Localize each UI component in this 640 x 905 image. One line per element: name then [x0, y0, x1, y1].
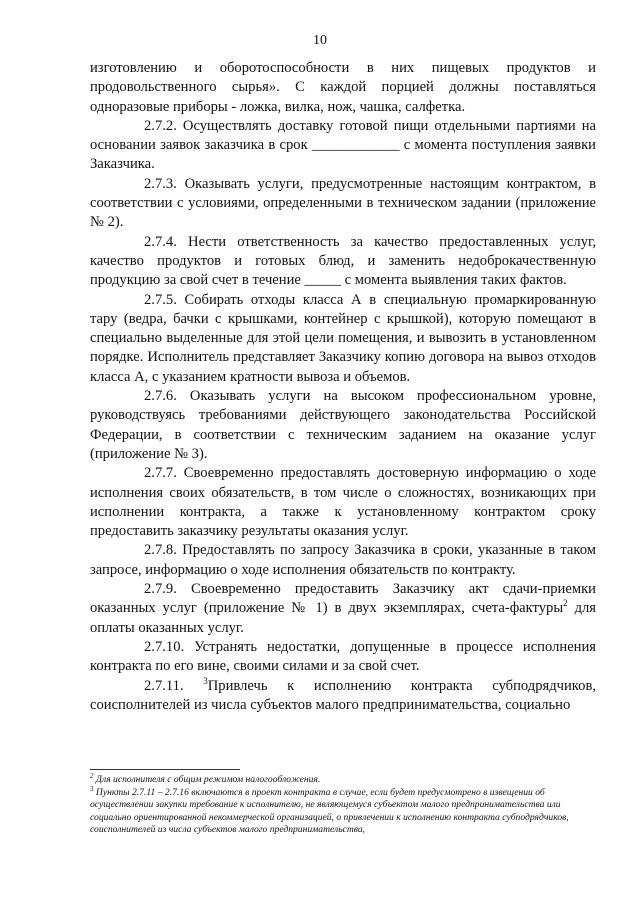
- clause-2-7-4: [90, 233, 596, 291]
- document-body: [90, 59, 596, 715]
- clause-number: 2.7.6.: [144, 388, 177, 405]
- clause-2-7-11: [90, 677, 596, 716]
- clause-2-7-6: [90, 387, 596, 464]
- clause-number: 2.7.8.: [144, 542, 177, 559]
- clause-number: 2.7.5.: [144, 291, 177, 308]
- footnote-ref: 2: [563, 598, 568, 609]
- clause-number: 2.7.7.: [144, 465, 177, 482]
- footnote-ref: 3: [203, 675, 208, 686]
- footnote-text: Для исполнителя с общим режимом налогообложения.: [95, 774, 321, 785]
- clause-text: Нести ответственность за качество предоставленных услуг, качество продуктов и готовых блюд, и заменить недоброкачественную продукцию за свой счет в течение _____ с момента выявления таких фактов.: [90, 233, 596, 289]
- clause-text: Оказывать услуги, предусмотренные настоящим контрактом, в соответствии с условиями, определенными в техническом задании (приложение № 2).: [90, 175, 596, 231]
- clause-text: Собирать отходы класса А в специальную промаркированную тару (ведра, бачки с крышками, контейнер с крышкой), которую помещают в специально выделенные для этой цели помещения, и вывозить в установленном порядке. Исполнитель представляет Заказчику копию договора на вывоз отходов класса А, с указанием кратности вывоза и объемов.: [90, 291, 596, 385]
- clause-number: 2.7.11.: [144, 677, 184, 694]
- footnote-mark: 3: [90, 784, 94, 793]
- footnote-text: Пункты 2.7.11 – 2.7.16 включаются в проект контракта в случае, если будет предусмотрено в извещении об осуществлении закупки требование к исполнителю, не являющемуся субъектом малого предпринимательства или социально ориентированной некоммерческой организацией, о привлечении к исполнению контракта субподрядчиков, соисполнителей из числа субъектов малого предпринимательства,: [90, 786, 569, 835]
- clause-2-7-2: [90, 117, 596, 175]
- clause-text: Устранять недостатки, допущенные в процессе исполнения контракта по его вине, своими силами и за свой счет.: [90, 638, 597, 675]
- clause-2-7-9: [90, 580, 596, 638]
- clause-text: Своевременно предоставить Заказчику акт сдачи-приемки оказанных услуг (приложение № 1) в двух экземплярах, счета-фактуры: [90, 581, 596, 617]
- footnotes: [90, 771, 596, 837]
- paragraph-continuation: [90, 59, 596, 117]
- clause-text: Привлечь к исполнению контракта субподрядчиков, соисполнителей из числа субъектов малого предпринимательства, социально: [90, 677, 596, 713]
- clause-text: Осуществлять доставку готовой пищи отдельными партиями на основании заявок заказчика в срок ____________ с момента поступления заявки Заказчика.: [90, 117, 596, 173]
- clause-number: 2.7.3.: [144, 175, 177, 192]
- clause-text-end: для оплаты оказанных услуг.: [90, 600, 596, 636]
- clause-text: Предоставлять по запросу Заказчика в сроки, указанные в таком запросе, информацию о ходе исполнения обязательств по контракту.: [90, 542, 596, 578]
- footnote-divider: [90, 769, 240, 770]
- clause-2-7-5: [90, 291, 596, 387]
- clause-2-7-7: [90, 464, 596, 541]
- clause-text: Оказывать услуги на высоком профессиональном уровне, руководствуясь требованиями действующего законодательства Российской Федерации, в соответствии с техническим заданием на оказание услуг (приложение № 3).: [90, 388, 596, 462]
- paragraph-text: изготовлению и оборотоспособности в них пищевых продуктов и продовольственного сырья». С каждой порцией должны поставляться одноразовые приборы - ложка, вилка, нож, чашка, салфетка.: [90, 60, 596, 115]
- footnote-2: [90, 771, 596, 787]
- footnote-3: [90, 784, 596, 837]
- clause-number: 2.7.9.: [144, 581, 177, 598]
- page-number: 10: [313, 33, 327, 48]
- clause-number: 2.7.4.: [144, 233, 177, 250]
- clause-2-7-3: [90, 175, 596, 233]
- clause-text: Своевременно предоставлять достоверную информацию о ходе исполнения своих обязательств, в том числе о сложностях, возникающих при исполнении контракта, а также к установленному контрактом сроку предоставить заказчику результаты оказания услуг.: [90, 465, 596, 540]
- clause-number: 2.7.2.: [144, 117, 177, 134]
- clause-2-7-10: [90, 638, 596, 677]
- clause-number: 2.7.10.: [144, 638, 185, 655]
- clause-2-7-8: [90, 541, 596, 580]
- footnote-mark: 2: [90, 771, 94, 780]
